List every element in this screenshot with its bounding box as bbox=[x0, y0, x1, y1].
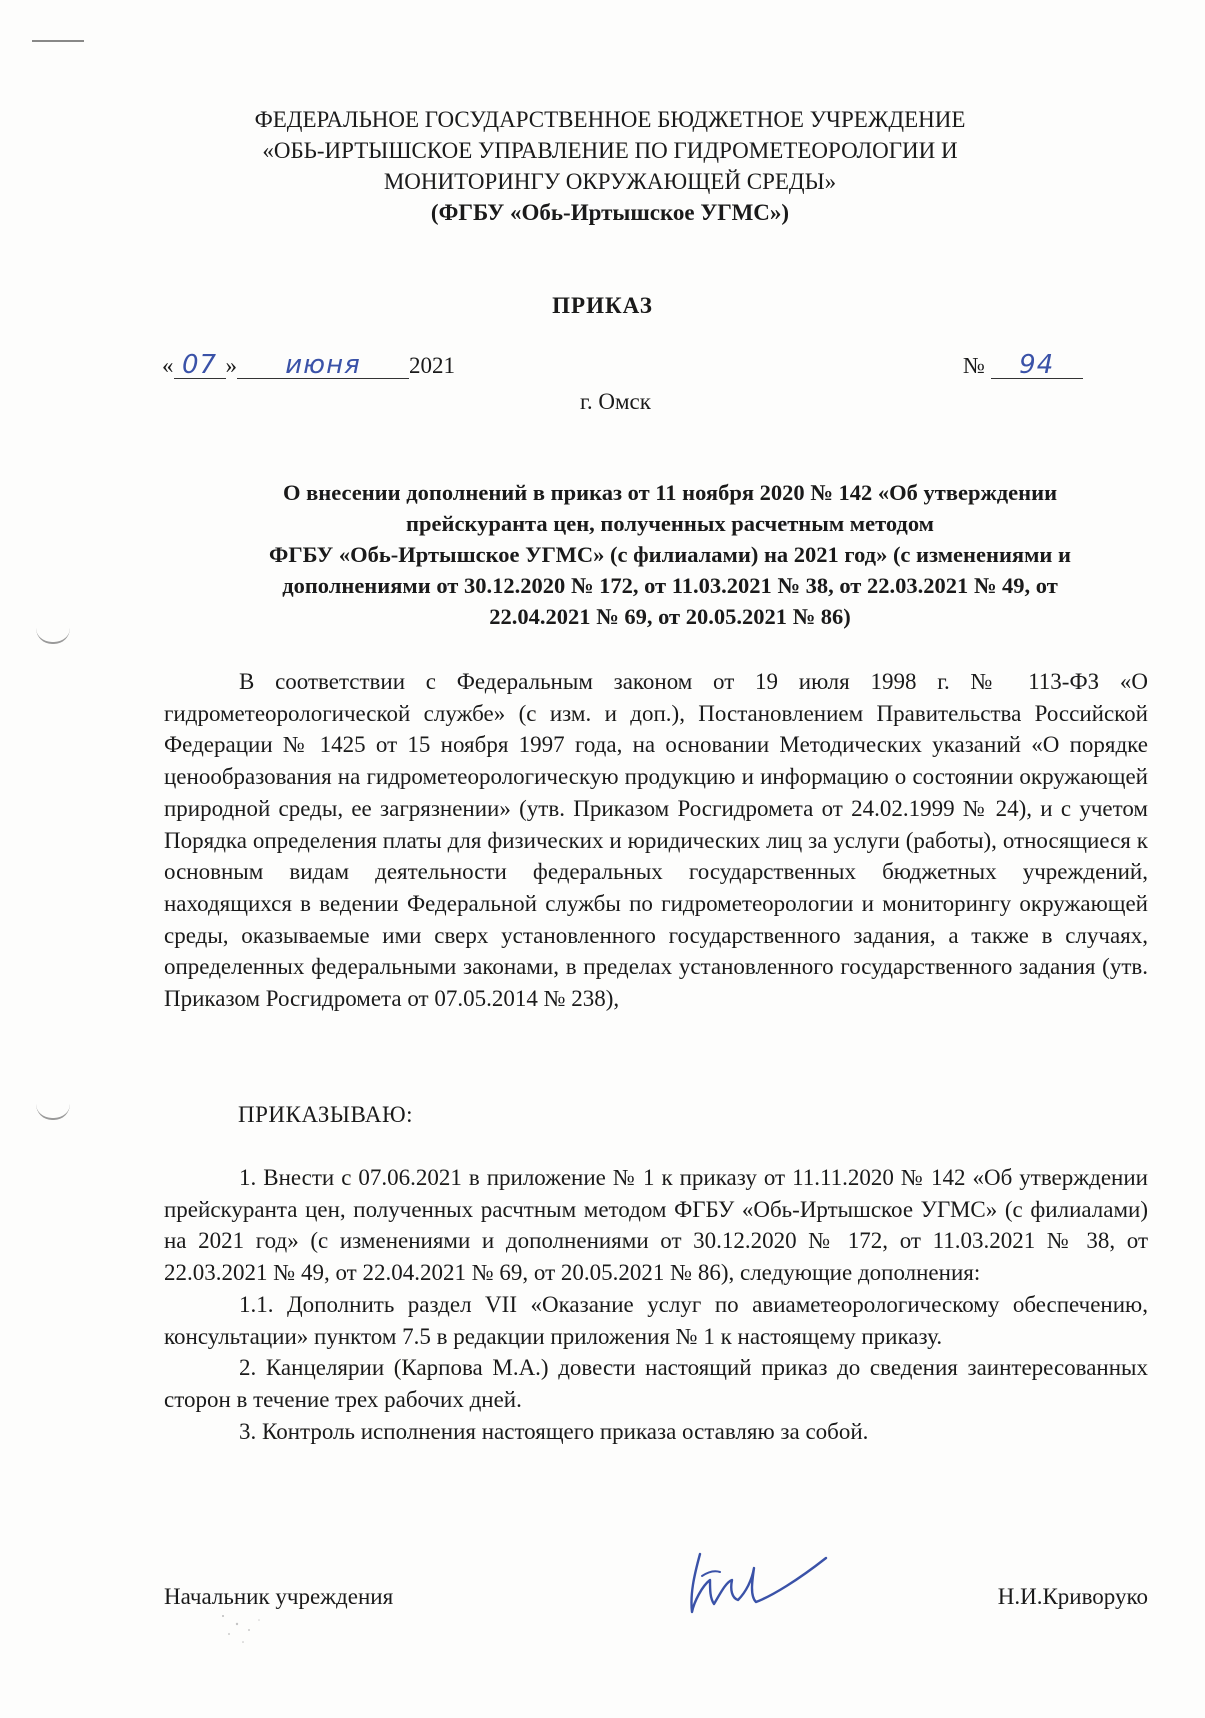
subject-line-5: 22.04.2021 № 69, от 20.05.2021 № 86) bbox=[489, 604, 851, 629]
command-heading: ПРИКАЗЫВАЮ: bbox=[238, 1102, 414, 1127]
org-name-line-1: ФЕДЕРАЛЬНОЕ ГОСУДАРСТВЕННОЕ БЮДЖЕТНОЕ УЧРЕЖДЕНИЕ bbox=[254, 107, 966, 132]
org-short-name: (ФГБУ «Обь-Иртышское УГМС») bbox=[430, 200, 790, 225]
signature-block bbox=[164, 1570, 1148, 1640]
order-item: 3. Контроль исполнения настоящего приказа оставляю за собой. bbox=[239, 1418, 869, 1444]
number-value-handwritten: 94 bbox=[991, 352, 1083, 379]
document-type-title: ПРИКАЗ bbox=[552, 293, 653, 318]
signatory-name: Н.И.Криворуко bbox=[997, 1584, 1148, 1609]
order-item: 2. Канцелярии (Карпова М.А.) довести настоящий приказ до сведения заинтересованных сторон в течение трех рабочих дней. bbox=[164, 1355, 1148, 1412]
date-month-handwritten: июня bbox=[237, 352, 409, 379]
order-number bbox=[963, 352, 1083, 379]
signatory-title: Начальник учреждения bbox=[164, 1584, 394, 1609]
order-date bbox=[162, 352, 455, 379]
date-year: 2021 bbox=[409, 353, 455, 378]
handwritten-signature bbox=[680, 1546, 830, 1620]
preamble-paragraph: В соответствии с Федеральным законом от 19 июля 1998 г. № 113-ФЗ «О гидрометеорологической службе» (с изм. и доп.), Постановлением Правительства Российской Федерации № 1425 от 15 ноября 1997 года, на основании Методических указаний «О порядке ценообразования на гидрометеорологическую продукцию и информацию о состоянии окружающей природной среды, ее загрязнении» (утв. Приказом Росгидромета от 24.02.1999 № 24), и с учетом Порядка определения платы для физических и юридических лиц за услуги (работы), относящиеся к основным видам деятельности федеральных государственных бюджетных учреждений, находящихся в ведении Федеральной службы по гидрометеорологии и мониторингу окружающей среды, оказываемые ими сверх установленного государственного задания, а также в случаях, определенных федеральными законами, в пределах установленного государственного задания (утв. Приказом Росгидромета от 07.05.2014 № 238), bbox=[164, 669, 1148, 1012]
punch-hole-mark bbox=[36, 628, 70, 644]
punch-hole-mark bbox=[36, 1104, 70, 1120]
order-item: 1. Внести с 07.06.2021 в приложение № 1 к приказу от 11.11.2020 № 142 «Об утверждении прейскуранта цен, полученных расчтным методом ФГБУ «Обь-Иртышское УГМС» (с филиалами) на 2021 год» (с изменениями и дополнениями от 30.12.2020 № 172, от 11.03.2021 № 38, от 22.03.2021 № 49, от 22.04.2021 № 69, от 20.05.2021 № 86), следующие дополнения: bbox=[164, 1165, 1148, 1286]
subject-line-4: дополнениями от 30.12.2020 № 172, от 11.03.2021 № 38, от 22.03.2021 № 49, от bbox=[282, 573, 1058, 598]
date-open-quote: « bbox=[162, 353, 174, 378]
scan-mark bbox=[32, 40, 84, 42]
order-items bbox=[164, 1162, 1148, 1447]
org-name-line-3: МОНИТОРИНГУ ОКРУЖАЮЩЕЙ СРЕДЫ» bbox=[383, 169, 837, 194]
date-day-handwritten: 07 bbox=[174, 352, 226, 379]
order-item: 1.1. Дополнить раздел VII «Оказание услуг по авиаметеорологическому обеспечению, консультации» пунктом 7.5 в редакции приложения № 1 к настоящему приказу. bbox=[164, 1291, 1148, 1349]
number-label: № bbox=[963, 353, 985, 378]
org-name-line-2: «ОБЬ-ИРТЫШСКОЕ УПРАВЛЕНИЕ ПО ГИДРОМЕТЕОРОЛОГИИ И bbox=[262, 138, 958, 163]
scan-noise bbox=[215, 1610, 275, 1650]
city-line: г. Омск bbox=[580, 389, 651, 414]
subject-line-3: ФГБУ «Обь-Иртышское УГМС» (с филиалами) на 2021 год» (с изменениями и bbox=[269, 542, 1071, 567]
order-subject bbox=[190, 477, 1150, 632]
organization-header bbox=[130, 104, 1090, 228]
date-close-quote: » bbox=[225, 353, 237, 378]
subject-line-2: прейскуранта цен, полученных расчетным методом bbox=[406, 511, 934, 536]
subject-line-1: О внесении дополнений в приказ от 11 ноября 2020 № 142 «Об утверждении bbox=[282, 480, 1058, 505]
